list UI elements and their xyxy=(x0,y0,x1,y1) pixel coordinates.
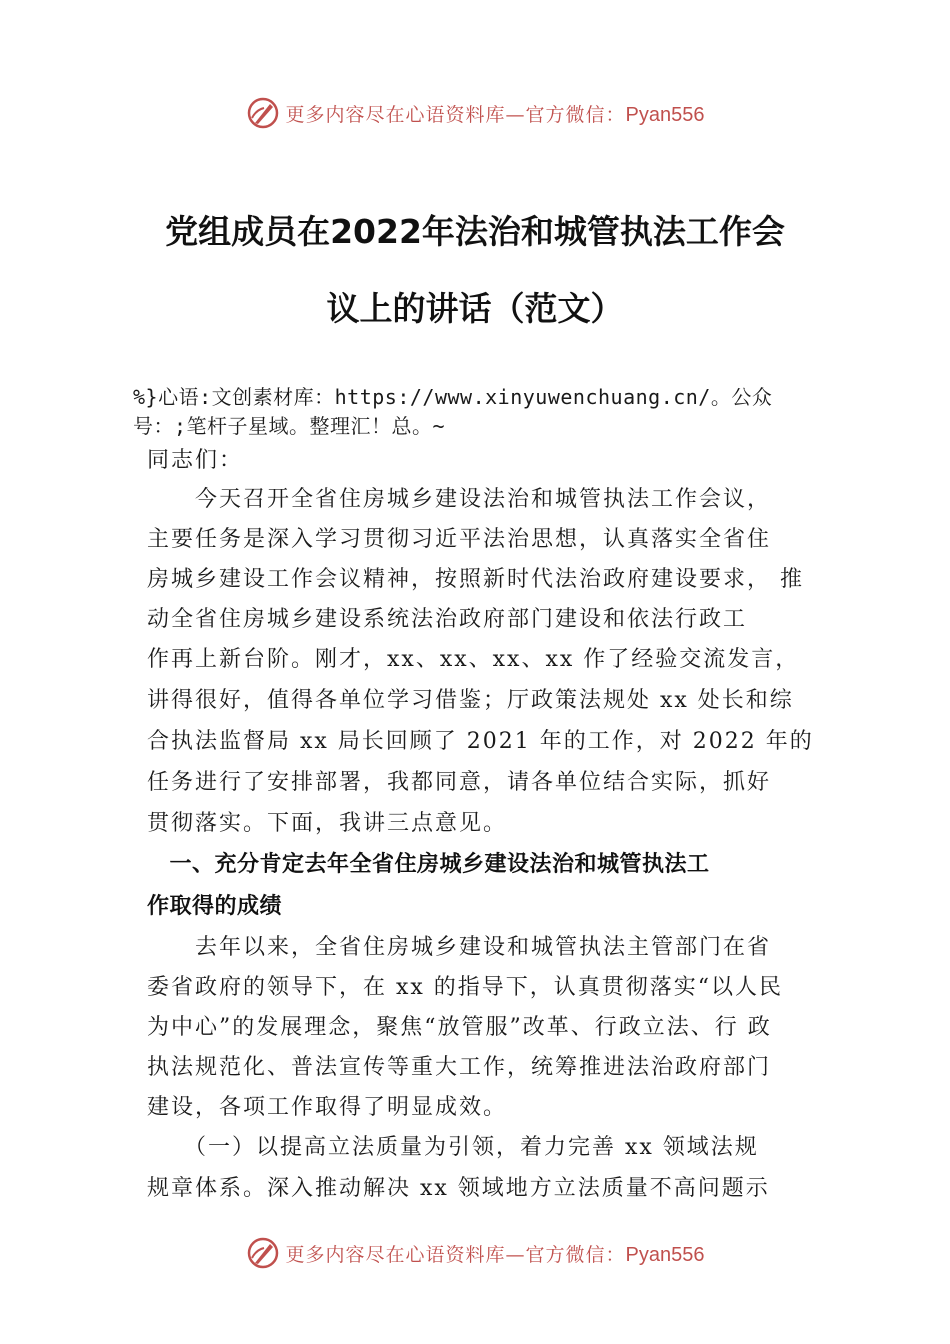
header-banner xyxy=(0,93,950,133)
page-title-line-2: 议上的讲话（范文） xyxy=(326,289,624,328)
paragraph-line: 执法规范化、普法宣传等重大工作，统筹推进法治政府部门 xyxy=(147,1055,772,1080)
quill-pen-logo-icon xyxy=(246,96,280,130)
paragraph-line: 建设，各项工作取得了明显成效。 xyxy=(147,1095,508,1120)
source-note-line-1: %}心语:文创素材库：https://www.xinyuwenchuang.cn/。公众 xyxy=(133,385,773,409)
paragraph-line: 今天召开全省住房城乡建设法治和城管执法工作会议， xyxy=(147,487,772,512)
paragraph-line: 作再上新台阶。刚才，xx、xx、xx、xx 作了经验交流发言， xyxy=(147,647,800,672)
salutation: 同志们： xyxy=(147,448,244,473)
banner-text: 更多内容尽在心语资料库—官方微信：Pyan556 xyxy=(285,103,705,126)
paragraph-line: 房城乡建设工作会议精神，按照新时代法治政府建设要求， 推 xyxy=(147,567,804,592)
paragraph-line: 规章体系。深入推动解决 xx 领域地方立法质量不高问题示 xyxy=(147,1176,770,1201)
paragraph-line: 贯彻落实。下面，我讲三点意见。 xyxy=(147,811,508,836)
source-note-line-2: 号：;笔杆子星域。整理汇！总。~ xyxy=(133,414,446,438)
paragraph-line: 合执法监督局 xx 局长回顾了 2021 年的工作，对 2022 年的 xyxy=(147,729,814,754)
paragraph-line: 动全省住房城乡建设系统法治政府部门建设和依法行政工 xyxy=(147,607,748,632)
wechat-id: Pyan556 xyxy=(625,1243,705,1266)
paragraph-line: 为中心”的发展理念，聚焦“放管服”改革、行政立法、行 政 xyxy=(147,1015,772,1040)
section-heading-line: 作取得的成绩 xyxy=(147,894,283,919)
page-title-line-1: 党组成员在2022年法治和城管执法工作会 xyxy=(165,212,785,251)
paragraph-line: 委省政府的领导下，在 xx 的指导下，认真贯彻落实“以人民 xyxy=(147,975,784,1000)
banner-text: 更多内容尽在心语资料库—官方微信：Pyan556 xyxy=(285,1243,705,1266)
paragraph-line: 任务进行了安排部署，我都同意，请各单位结合实际，抓好 xyxy=(147,770,772,795)
paragraph-line: 去年以来，全省住房城乡建设和城管执法主管部门在省 xyxy=(147,935,772,960)
paragraph-line: 讲得很好，值得各单位学习借鉴；厅政策法规处 xx 处长和综 xyxy=(147,688,794,713)
footer-banner xyxy=(0,1233,950,1273)
quill-pen-logo-icon xyxy=(246,1236,280,1270)
paragraph-line: 主要任务是深入学习贯彻习近平法治思想，认真落实全省住 xyxy=(147,527,772,552)
paragraph-line: （一）以提高立法质量为引领，着力完善 xx 领域法规 xyxy=(147,1135,759,1160)
section-heading-line: 一、充分肯定去年全省住房城乡建设法治和城管执法工 xyxy=(147,852,710,877)
wechat-id: Pyan556 xyxy=(625,103,705,126)
